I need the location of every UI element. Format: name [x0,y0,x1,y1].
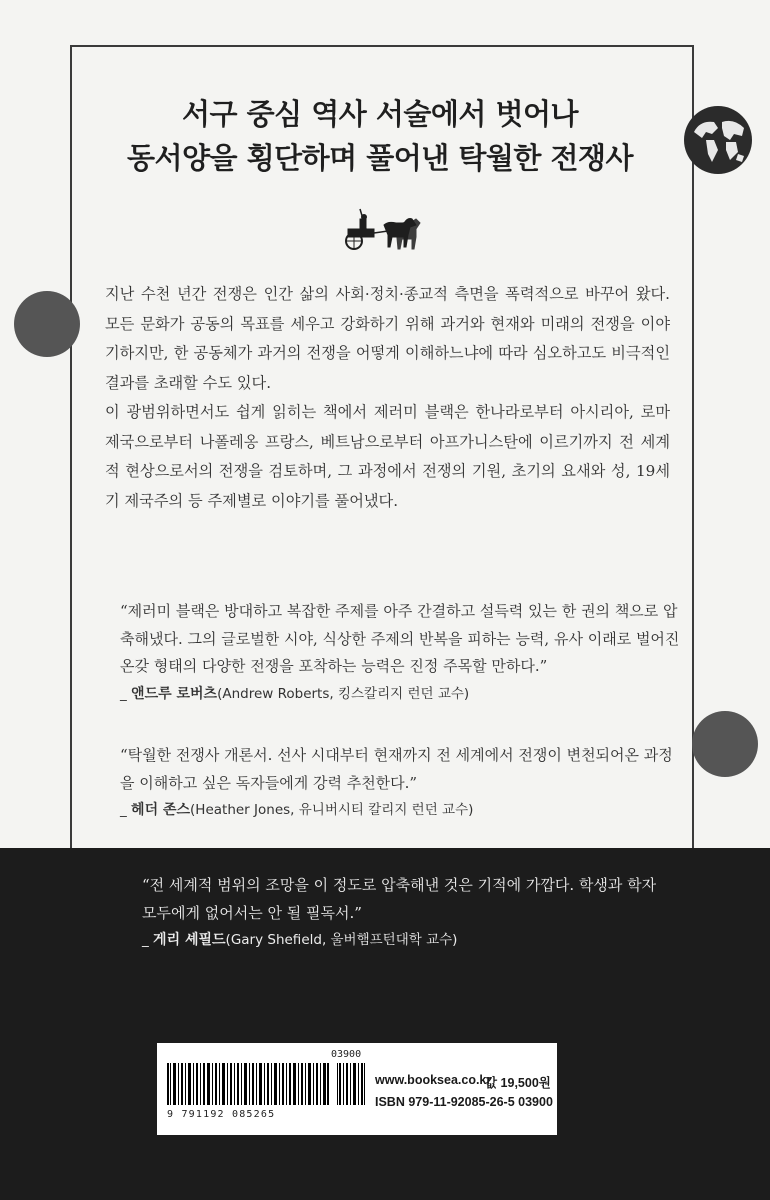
quote-text: “제러미 블랙은 방대하고 복잡한 주제를 아주 간결하고 설득력 있는 한 권의 책으로 압축해냈다. 그의 글로벌한 시야, 식상한 주제의 반복을 피하는 능력, 유사 이래로 벌어진 온갖 형태의 다양한 전쟁을 포착하는 능력은 진정 주목할 만하다.” [120,602,680,675]
quote-attribution [120,681,680,708]
quote-text: “전 세계적 범위의 조망을 이 정도로 압축해낸 것은 기적에 가깝다. 학생과 학자 모두에게 없어서는 안 될 필독서.” [142,876,657,922]
reviewer-affiliation: (Andrew Roberts, 킹스칼리지 런던 교수) [217,685,470,702]
attribution-prefix: _ [120,685,132,702]
headline-line-2: 동서양을 횡단하며 풀어낸 탁월한 전쟁사 [126,141,634,175]
left-circle-decoration [14,291,80,357]
headline-line-1: 서구 중심 역사 서술에서 벗어나 [181,97,579,131]
reviewer-name: 게리 셰필드 [153,932,226,948]
reviewer-affiliation: (Gary Shefield, 울버햄프턴대학 교수) [225,932,458,948]
review-quote-1 [120,598,680,708]
publisher-website: www.booksea.co.kr [375,1073,492,1087]
quote-attribution [142,927,672,954]
synopsis [105,280,670,516]
chariot-illustration [340,207,424,253]
synopsis-paragraph-2: 이 광범위하면서도 쉽게 읽히는 책에서 제러미 블랙은 한나라로부터 아시리아, 로마 제국으로부터 나폴레옹 프랑스, 베트남으로부터 아프가니스탄에 이르기까지 전 세계적 현상으로서의 전쟁을 검토하며, 그 과정에서 전쟁의 기원, 초기의 요새와 성, 19세기 제국주의 등 주제별로 이야기를 풀어냈다. [105,403,670,510]
quote-attribution [120,797,680,824]
right-rule [692,45,694,850]
reviewer-name: 헤더 존스 [131,802,191,818]
addon-barcode [337,1063,365,1105]
synopsis-paragraph-1: 지난 수천 년간 전쟁은 인간 삶의 사회·정치·종교적 측면을 폭력적으로 바꾸어 왔다. 모든 문화가 공동의 목표를 세우고 강화하기 위해 과거와 현재와 미래의 전쟁을 이야기하지만, 한 공동체가 과거의 전쟁을 어떻게 이해하느냐에 따라 심오하고도 비극적인 결과를 초래할 수도 있다. [105,285,670,392]
isbn-barcode [167,1063,329,1105]
review-quote-2 [120,742,680,824]
reviewer-name: 앤드루 로버츠 [131,685,218,702]
barcode-number: 9 791192 085265 [167,1109,276,1120]
attribution-prefix: _ [120,802,132,818]
attribution-prefix: _ [142,932,154,948]
barcode-box [157,1043,557,1135]
quote-text: “탁월한 전쟁사 개론서. 선사 시대부터 현재까지 전 세계에서 전쟁이 변천되어온 과정을 이해하고 싶은 독자들에게 강력 추천한다.” [120,746,673,792]
review-quote-3 [142,872,672,954]
dark-footer-panel [0,848,770,1200]
reviewer-affiliation: (Heather Jones, 유니버시티 칼리지 런던 교수) [190,802,474,818]
isbn-number: ISBN 979-11-92085-26-5 03900 [375,1095,553,1109]
addon-number: 03900 [331,1049,362,1060]
top-rule [72,45,694,47]
left-rule [70,45,72,850]
right-circle-decoration [692,711,758,777]
book-price: 값 19,500원 [485,1076,551,1090]
globe-icon [684,106,752,174]
